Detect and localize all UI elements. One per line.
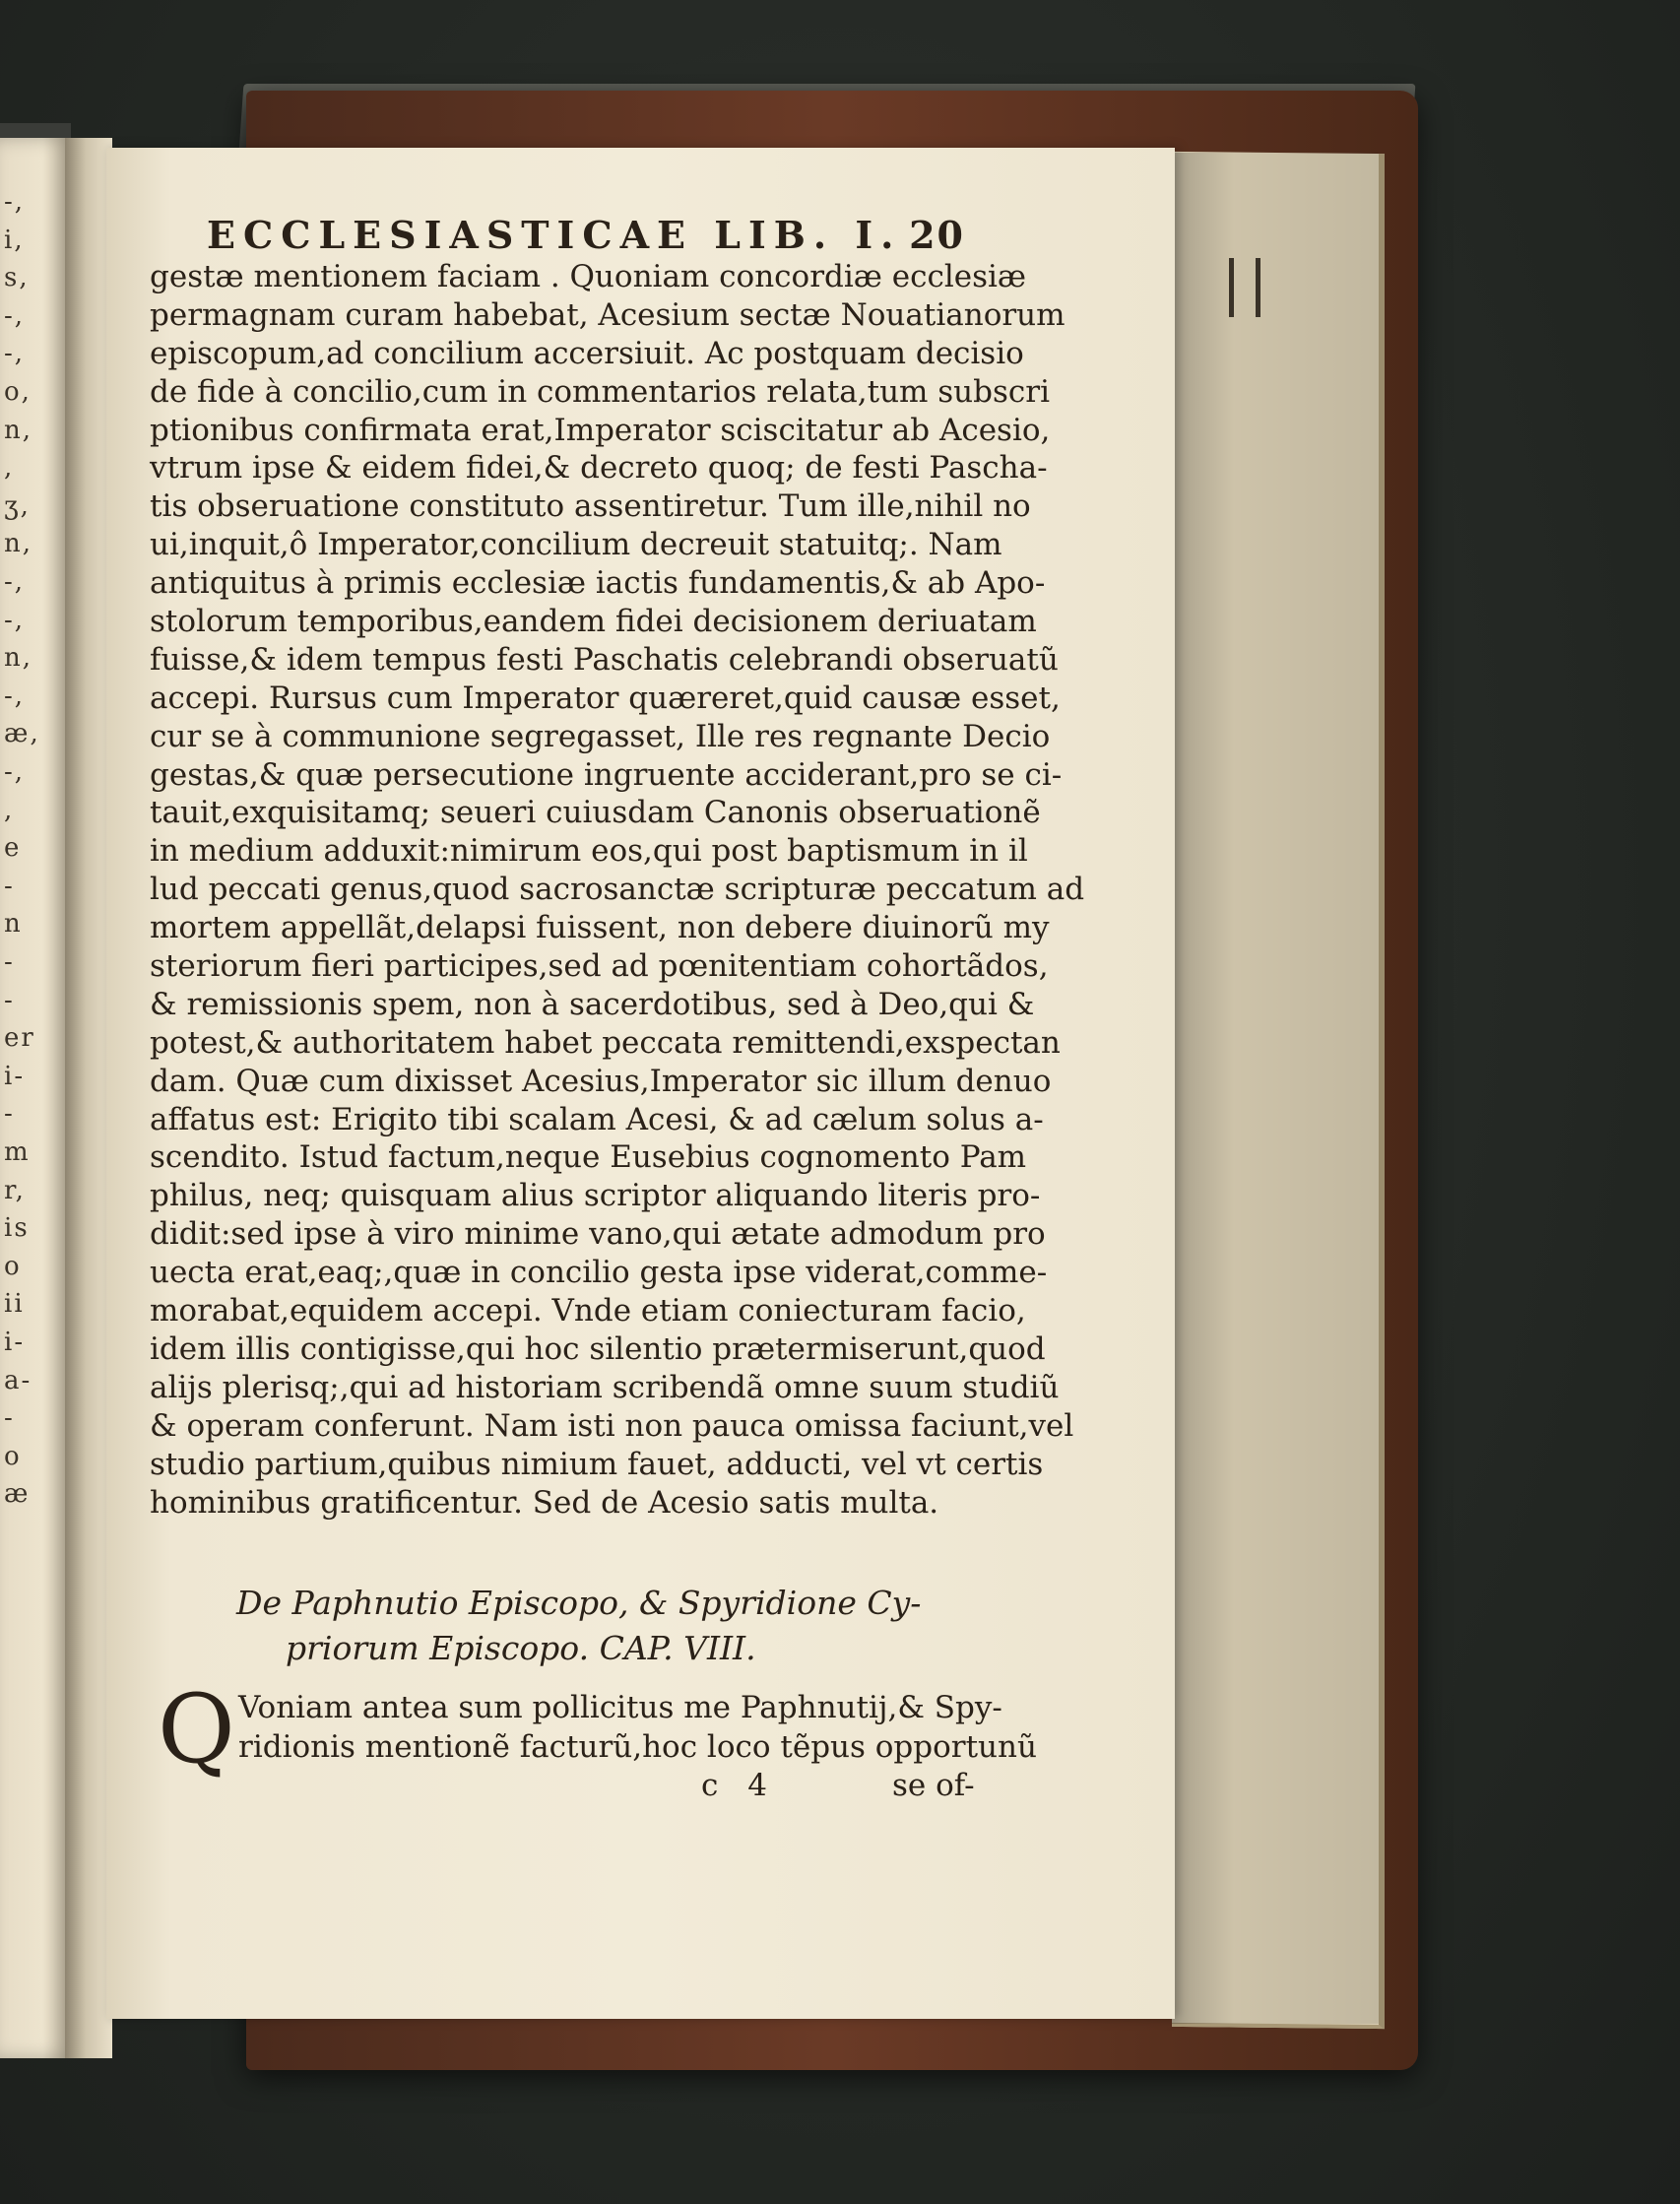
left-page-glyph: n, — [4, 415, 33, 445]
left-page-glyph: - — [4, 947, 15, 977]
text-line: in medium adduxit:nimirum eos,qui post baptismum in il — [150, 833, 1028, 870]
left-page-glyph: - — [4, 871, 15, 901]
left-page-glyph: is — [4, 1213, 30, 1244]
text-line: potest,& authoritatem habet peccata remittendi,exspectan — [150, 1024, 1061, 1061]
left-page-glyph: o, — [4, 377, 32, 407]
left-page-glyph: o — [4, 1441, 22, 1471]
text-line: idem illis contigisse,qui hoc silentio prætermiserunt,quod — [150, 1330, 1046, 1367]
left-page-glyph: æ — [4, 1479, 31, 1510]
left-page-glyph: - — [4, 1099, 15, 1130]
text-line: ui,inquit,ô Imperator,concilium decreuit statuitq;. Nam — [150, 527, 1002, 563]
left-page-glyph: m — [4, 1137, 31, 1167]
running-head-title: ECCLESIASTICAE LIB. I. — [207, 213, 902, 257]
left-page-glyph: n — [4, 909, 23, 940]
left-page-glyph: i- — [4, 1328, 26, 1357]
text-line: dam. Quæ cum dixisset Acesius,Imperator sic illum denuo — [150, 1063, 1052, 1099]
text-line: de fide à concilio,cum in commentarios relata,tum subscri — [150, 373, 1051, 410]
left-page-glyph: , — [4, 453, 15, 484]
chapter-heading — [236, 1581, 945, 1671]
left-page-glyph: i, — [4, 225, 25, 255]
running-head — [207, 213, 965, 257]
left-page-glyph: a- — [4, 1365, 32, 1395]
text-line: vtrum ipse & eidem fidei,& decreto quoq; de festi Pascha- — [150, 450, 1048, 486]
text-line: gestas,& quæ persecutione ingruente acciderant,pro se ci- — [150, 756, 1063, 793]
text-line: alijs plerisq;,qui ad historiam scribendã omne suum studiũ — [150, 1369, 1060, 1405]
left-page-glyph: i- — [4, 1061, 26, 1091]
left-page-glyph: -, — [4, 187, 26, 217]
chapter-text-line: Voniam antea sum pollicitus me Paphnutij,& Spy- — [238, 1690, 1002, 1725]
left-page-glyph: e — [4, 833, 22, 864]
text-line: accepi. Rursus cum Imperator quæreret,quid causæ esset, — [150, 680, 1061, 716]
text-line: cur se à communione segregasset, Ille res regnante Decio — [150, 718, 1051, 754]
text-line: fuisse,& idem tempus festi Paschatis celebrandi obseruatũ — [150, 641, 1059, 678]
text-line: gestæ mentionem faciam . Quoniam concordiæ ecclesiæ — [150, 259, 1027, 294]
edge-mark — [1229, 258, 1260, 317]
left-page-glyph: n, — [4, 529, 33, 559]
text-line: morabat,equidem accepi. Vnde etiam coniecturam facio, — [150, 1293, 1026, 1329]
text-line: studio partium,quibus nimium fauet, adducti, vel vt certis — [150, 1446, 1044, 1482]
page-number: 20 — [909, 213, 965, 257]
book-gutter — [65, 138, 112, 2058]
page-edges-shade — [1172, 153, 1379, 2024]
text-line: episcopum,ad concilium accersiuit. Ac postquam decisio — [150, 335, 1024, 371]
left-page-glyph: ʒ, — [4, 490, 31, 521]
text-line: uecta erat,eaq;,quæ in concilio gesta ipse viderat,comme- — [150, 1255, 1048, 1291]
left-page-glyph: n, — [4, 643, 33, 674]
left-page-glyph: -, — [4, 605, 26, 635]
text-line: didit:sed ipse à viro minime vano,qui ætate admodum pro — [150, 1216, 1046, 1253]
left-page-glyph: , — [4, 795, 15, 825]
text-line: tauit,exquisitamq; seueri cuiusdam Canonis obseruationẽ — [150, 795, 1041, 831]
text-line: affatus est: Erigito tibi scalam Acesi, & ad cælum solus a- — [150, 1101, 1044, 1137]
main-paragraph — [150, 258, 1085, 1522]
left-page-glyph: ii — [4, 1289, 25, 1320]
text-line: hominibus gratificentur. Sed de Acesio satis multa. — [150, 1484, 939, 1521]
text-line: ptionibus confirmata erat,Imperator sciscitatur ab Acesio, — [150, 412, 1051, 448]
text-line: mortem appellãt,delapsi fuissent, non debere diuinorũ my — [150, 910, 1050, 946]
left-page-glyph: - — [4, 985, 15, 1015]
left-page-glyph: - — [4, 1403, 15, 1434]
text-line: philus, neq; quisquam alius scriptor aliquando literis pro- — [150, 1178, 1041, 1214]
text-line: & remissionis spem, non à sacerdotibus, sed à Deo,qui & — [150, 986, 1035, 1022]
chapter-heading-line-2: priorum Episcopo. CAP. VIII. — [286, 1629, 756, 1667]
chapter-text-line: ridionis mentionẽ facturũ,hoc loco tẽpus opportunũ — [238, 1729, 1037, 1765]
text-line: permagnam curam habebat, Acesium sectæ Nouatianorum — [150, 296, 1066, 333]
chapter-heading-line-1: De Paphnutio Episcopo, & Spyridione Cy- — [236, 1584, 922, 1622]
left-page-glyph: -, — [4, 757, 26, 787]
left-page-glyph: r, — [4, 1175, 26, 1205]
chapter-paragraph — [238, 1688, 1037, 1767]
text-line: antiquitus à primis ecclesiæ iactis fundamentis,& ab Apo- — [150, 565, 1046, 602]
left-facing-page — [0, 138, 71, 2058]
left-page-glyph: -, — [4, 339, 26, 369]
left-page-glyph: er — [4, 1023, 35, 1054]
signature-mark: c 4 — [701, 1768, 777, 1803]
catchword: se of- — [892, 1768, 975, 1803]
left-page-glyph: æ, — [4, 719, 40, 749]
text-line: stolorum temporibus,eandem fidei decisionem deriuatam — [150, 604, 1037, 640]
text-line: tis obseruatione constituto assentiretur. Tum ille,nihil no — [150, 488, 1031, 525]
left-page-glyph: -, — [4, 300, 26, 331]
left-page-glyph: -, — [4, 681, 26, 711]
text-line: lud peccati genus,quod sacrosanctæ scripturæ peccatum ad — [150, 872, 1085, 908]
text-line: steriorum fieri participes,sed ad pœnitentiam cohortãdos, — [150, 948, 1049, 985]
left-page-glyph: o — [4, 1251, 22, 1281]
text-line: & operam conferunt. Nam isti non pauca omissa faciunt,vel — [150, 1407, 1074, 1444]
left-page-glyph: -, — [4, 567, 26, 597]
drop-cap: Q — [158, 1674, 235, 1784]
left-page-glyph: s, — [4, 263, 30, 293]
text-line: scendito. Istud factum,neque Eusebius cognomento Pam — [150, 1139, 1027, 1176]
